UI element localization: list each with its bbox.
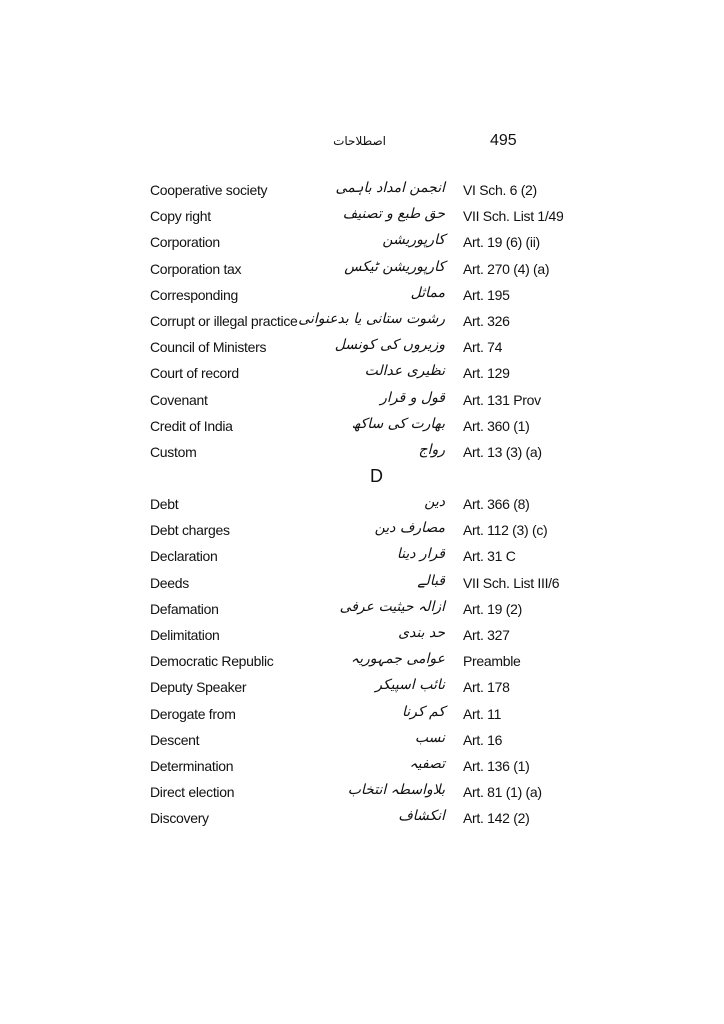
glossary-row <box>0 492 724 518</box>
term-english: Determination <box>150 757 234 774</box>
term-reference: Art. 13 (3) (a) <box>463 443 542 460</box>
term-english: Cooperative society <box>150 182 268 198</box>
term-urdu: مصارف دین <box>374 520 445 537</box>
term-english: Debt charges <box>150 522 230 539</box>
glossary-row <box>0 544 724 570</box>
term-reference: Art. 270 (4) (a) <box>463 260 550 277</box>
glossary-row <box>0 283 724 309</box>
term-english: Deputy Speaker <box>150 679 247 696</box>
term-reference: Art. 178 <box>463 679 510 696</box>
term-urdu: حق طبع و تصنیف <box>342 206 445 223</box>
term-reference: Art. 11 <box>463 705 502 722</box>
term-english: Corrupt or illegal practice <box>150 312 298 329</box>
term-english: Council of Ministers <box>150 339 267 356</box>
term-english: Credit of India <box>150 417 233 434</box>
glossary-row <box>0 649 724 675</box>
glossary-row <box>0 518 724 544</box>
glossary-row <box>0 806 724 832</box>
term-urdu: وزیروں کی کونسل <box>334 337 445 354</box>
section-heading <box>0 466 724 492</box>
glossary-section-d <box>0 492 724 832</box>
term-reference: Art. 366 (8) <box>463 496 530 513</box>
page-title: اصطلاحات <box>333 134 386 148</box>
term-english: Copy right <box>150 208 211 225</box>
term-urdu: نظیری عدالت <box>364 363 445 380</box>
term-reference: Art. 195 <box>463 286 510 303</box>
term-reference: Art. 136 (1) <box>463 757 530 774</box>
term-urdu: ازالہ حیثیت عرفی <box>339 598 445 615</box>
term-reference: Art. 131 Prov <box>463 391 541 408</box>
term-urdu: دین <box>424 494 445 511</box>
glossary-row <box>0 597 724 623</box>
glossary-row <box>0 257 724 283</box>
term-english: Deeds <box>150 574 189 591</box>
term-english: Discovery <box>150 810 209 827</box>
term-urdu: نائب اسپیکر <box>375 677 445 694</box>
glossary-row <box>0 440 724 466</box>
term-reference: VI Sch. 6 (2) <box>463 182 537 198</box>
glossary-row <box>0 309 724 335</box>
term-english: Derogate from <box>150 705 236 722</box>
term-urdu: کارپوریشن ٹیکس <box>344 258 445 275</box>
term-urdu: نسب <box>414 729 445 746</box>
glossary-row <box>0 204 724 230</box>
term-english: Delimitation <box>150 627 220 643</box>
term-urdu: مماثل <box>410 284 445 301</box>
glossary-row <box>0 414 724 440</box>
term-english: Court of record <box>150 365 239 382</box>
page-header <box>0 130 724 156</box>
term-reference: Art. 31 C <box>463 548 516 565</box>
term-urdu: رشوت ستانی یا بدعنوانی <box>298 310 445 327</box>
term-reference: Art. 16 <box>463 731 503 748</box>
term-english: Declaration <box>150 548 218 565</box>
glossary-row <box>0 728 724 754</box>
term-reference: Art. 74 <box>463 339 503 356</box>
term-urdu: قرار دینا <box>396 546 445 563</box>
term-urdu: قول و قرار <box>380 389 445 406</box>
glossary-list <box>0 178 724 833</box>
glossary-row <box>0 361 724 387</box>
glossary-row <box>0 571 724 597</box>
term-english: Direct election <box>150 784 235 801</box>
term-english: Defamation <box>150 600 219 617</box>
term-english: Debt <box>150 496 179 513</box>
term-reference: Art. 19 (6) (ii) <box>463 234 540 251</box>
term-english: Democratic Republic <box>150 653 274 670</box>
term-english: Corporation tax <box>150 260 242 277</box>
term-urdu: بھارت کی ساکھ <box>351 415 445 432</box>
term-reference: Art. 327 <box>463 627 510 643</box>
glossary-row <box>0 388 724 414</box>
glossary-row <box>0 335 724 361</box>
term-english: Descent <box>150 731 200 748</box>
term-urdu: کارپوریشن <box>382 232 445 249</box>
glossary-row <box>0 675 724 701</box>
glossary-row <box>0 230 724 256</box>
term-english: Custom <box>150 443 197 460</box>
glossary-row <box>0 178 724 204</box>
term-english: Corporation <box>150 234 220 251</box>
glossary-row <box>0 754 724 780</box>
term-reference: Art. 142 (2) <box>463 810 530 827</box>
term-urdu: انجمن امداد باہمی <box>335 180 445 196</box>
term-reference: Preamble <box>463 653 521 670</box>
glossary-row <box>0 702 724 728</box>
term-reference: VII Sch. List III/6 <box>463 574 560 591</box>
term-urdu: انکشاف <box>398 808 445 825</box>
section-letter-d: D <box>370 466 383 487</box>
term-reference: Art. 129 <box>463 365 510 382</box>
term-reference: Art. 81 (1) (a) <box>463 784 542 801</box>
term-urdu: تصفیہ <box>409 755 445 772</box>
term-urdu: حد بندی <box>398 625 445 641</box>
page-number: 495 <box>490 132 517 149</box>
term-urdu: کم کرنا <box>402 703 445 720</box>
term-reference: Art. 112 (3) (c) <box>463 522 548 539</box>
term-reference: Art. 19 (2) <box>463 600 522 617</box>
glossary-row <box>0 623 724 649</box>
term-reference: VII Sch. List 1/49 <box>463 208 564 225</box>
term-urdu: رواج <box>418 441 445 458</box>
term-english: Corresponding <box>150 286 238 303</box>
term-urdu: عوامی جمہوریہ <box>350 651 445 668</box>
term-urdu: قبالے <box>417 572 445 589</box>
term-urdu: بلاواسطہ انتخاب <box>347 782 445 799</box>
term-reference: Art. 360 (1) <box>463 417 530 434</box>
term-reference: Art. 326 <box>463 312 510 329</box>
term-english: Covenant <box>150 391 208 408</box>
glossary-row <box>0 780 724 806</box>
glossary-section-c <box>0 178 724 466</box>
